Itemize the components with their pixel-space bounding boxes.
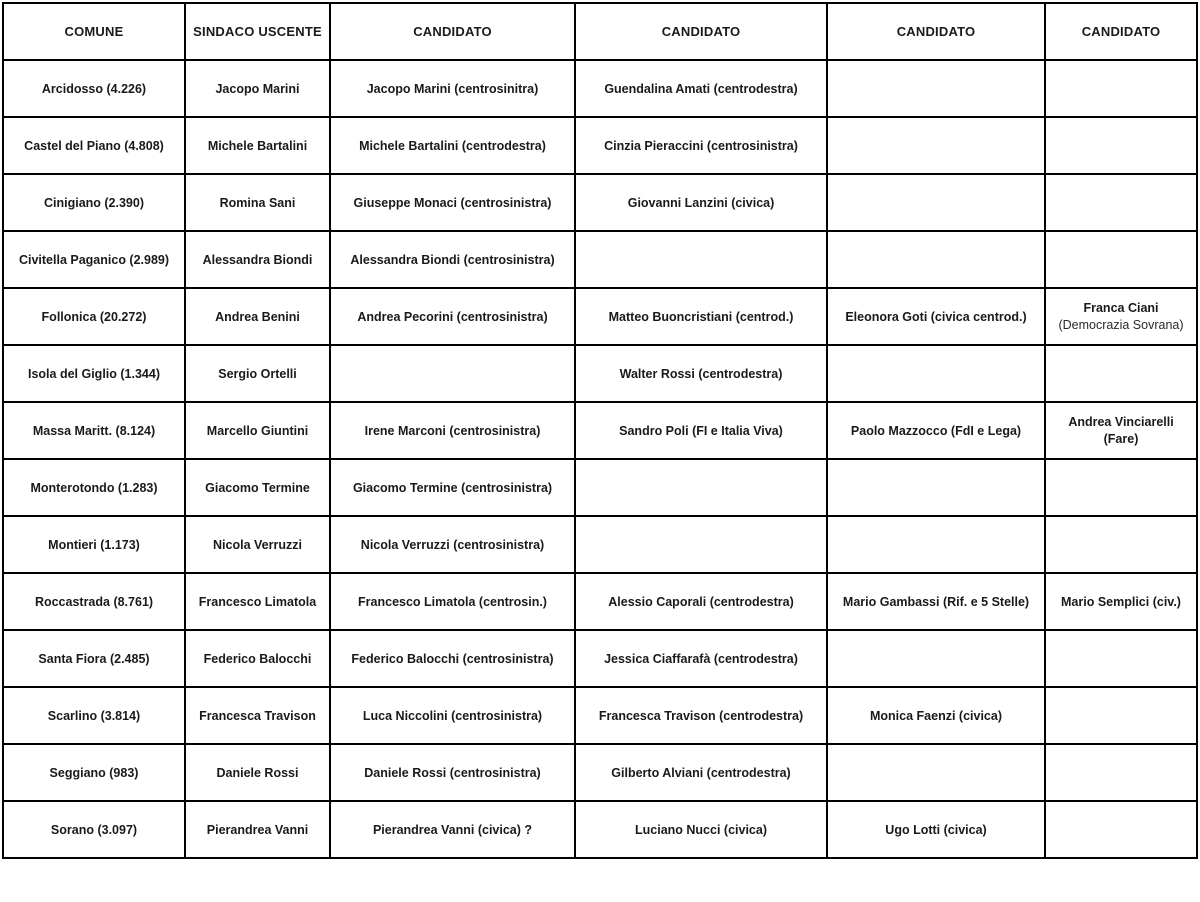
column-header-candidato-4: CANDIDATO bbox=[1045, 3, 1197, 60]
candidato-2-cell: Francesca Travison (centrodestra) bbox=[575, 687, 827, 744]
candidato-1-cell: Pierandrea Vanni (civica) ? bbox=[330, 801, 575, 858]
column-header-candidato-3: CANDIDATO bbox=[827, 3, 1045, 60]
comune-cell: Seggiano (983) bbox=[3, 744, 185, 801]
column-header-candidato-1: CANDIDATO bbox=[330, 3, 575, 60]
sindaco-uscente-cell: Andrea Benini bbox=[185, 288, 330, 345]
sindaco-uscente-cell: Jacopo Marini bbox=[185, 60, 330, 117]
candidato-4-cell bbox=[1045, 231, 1197, 288]
candidato-1-cell: Jacopo Marini (centrosinitra) bbox=[330, 60, 575, 117]
candidato-2-cell: Sandro Poli (FI e Italia Viva) bbox=[575, 402, 827, 459]
cell-line: (Democrazia Sovrana) bbox=[1058, 317, 1184, 332]
table-row bbox=[3, 573, 1197, 630]
candidato-4-cell bbox=[1045, 60, 1197, 117]
candidato-4-cell: Mario Semplici (civ.) bbox=[1045, 573, 1197, 630]
candidato-4-cell bbox=[1045, 744, 1197, 801]
table-row bbox=[3, 174, 1197, 231]
candidato-2-cell bbox=[575, 231, 827, 288]
cell-line: Andrea Vinciarelli bbox=[1068, 414, 1174, 429]
table-row bbox=[3, 117, 1197, 174]
candidato-1-cell: Luca Niccolini (centrosinistra) bbox=[330, 687, 575, 744]
candidato-2-cell: Guendalina Amati (centrodestra) bbox=[575, 60, 827, 117]
table-row bbox=[3, 288, 1197, 345]
candidato-4-cell bbox=[1045, 459, 1197, 516]
candidato-2-cell: Giovanni Lanzini (civica) bbox=[575, 174, 827, 231]
sindaco-uscente-cell: Sergio Ortelli bbox=[185, 345, 330, 402]
comune-cell: Santa Fiora (2.485) bbox=[3, 630, 185, 687]
comune-cell: Arcidosso (4.226) bbox=[3, 60, 185, 117]
sindaco-uscente-cell: Pierandrea Vanni bbox=[185, 801, 330, 858]
candidato-2-cell: Gilberto Alviani (centrodestra) bbox=[575, 744, 827, 801]
comune-cell: Castel del Piano (4.808) bbox=[3, 117, 185, 174]
sindaco-uscente-cell: Nicola Verruzzi bbox=[185, 516, 330, 573]
table-row bbox=[3, 630, 1197, 687]
candidato-3-cell bbox=[827, 60, 1045, 117]
table-row bbox=[3, 345, 1197, 402]
table-row bbox=[3, 744, 1197, 801]
candidato-2-cell: Cinzia Pieraccini (centrosinistra) bbox=[575, 117, 827, 174]
sindaco-uscente-cell: Francesca Travison bbox=[185, 687, 330, 744]
candidato-3-cell: Paolo Mazzocco (FdI e Lega) bbox=[827, 402, 1045, 459]
sindaco-uscente-cell: Francesco Limatola bbox=[185, 573, 330, 630]
candidato-4-cell bbox=[1045, 288, 1197, 345]
sindaco-uscente-cell: Marcello Giuntini bbox=[185, 402, 330, 459]
candidato-1-cell: Andrea Pecorini (centrosinistra) bbox=[330, 288, 575, 345]
comune-cell: Sorano (3.097) bbox=[3, 801, 185, 858]
table-row bbox=[3, 402, 1197, 459]
candidato-3-cell: Ugo Lotti (civica) bbox=[827, 801, 1045, 858]
candidato-1-cell: Nicola Verruzzi (centrosinistra) bbox=[330, 516, 575, 573]
candidato-1-cell bbox=[330, 345, 575, 402]
table-row bbox=[3, 231, 1197, 288]
candidato-2-cell bbox=[575, 516, 827, 573]
candidato-3-cell bbox=[827, 231, 1045, 288]
sindaco-uscente-cell: Michele Bartalini bbox=[185, 117, 330, 174]
cell-line: Franca Ciani bbox=[1083, 300, 1159, 315]
comune-cell: Monterotondo (1.283) bbox=[3, 459, 185, 516]
candidato-3-cell bbox=[827, 174, 1045, 231]
candidato-3-cell: Eleonora Goti (civica centrod.) bbox=[827, 288, 1045, 345]
comune-cell: Massa Maritt. (8.124) bbox=[3, 402, 185, 459]
candidato-4-cell bbox=[1045, 345, 1197, 402]
candidato-1-cell: Daniele Rossi (centrosinistra) bbox=[330, 744, 575, 801]
candidato-2-cell: Luciano Nucci (civica) bbox=[575, 801, 827, 858]
candidato-4-cell bbox=[1045, 630, 1197, 687]
comune-cell: Montieri (1.173) bbox=[3, 516, 185, 573]
candidato-1-cell: Alessandra Biondi (centrosinistra) bbox=[330, 231, 575, 288]
candidato-4-cell bbox=[1045, 801, 1197, 858]
table-row bbox=[3, 459, 1197, 516]
table-row bbox=[3, 801, 1197, 858]
election-candidates-table bbox=[2, 2, 1198, 859]
candidato-1-cell: Francesco Limatola (centrosin.) bbox=[330, 573, 575, 630]
candidato-2-cell: Walter Rossi (centrodestra) bbox=[575, 345, 827, 402]
header-row bbox=[3, 3, 1197, 60]
table-row bbox=[3, 60, 1197, 117]
candidato-3-cell bbox=[827, 345, 1045, 402]
candidato-4-cell bbox=[1045, 687, 1197, 744]
column-header-comune: COMUNE bbox=[3, 3, 185, 60]
candidato-4-cell bbox=[1045, 402, 1197, 459]
comune-cell: Scarlino (3.814) bbox=[3, 687, 185, 744]
candidato-2-cell: Matteo Buoncristiani (centrod.) bbox=[575, 288, 827, 345]
cell-line: (Fare) bbox=[1103, 431, 1139, 446]
comune-cell: Isola del Giglio (1.344) bbox=[3, 345, 185, 402]
sindaco-uscente-cell: Daniele Rossi bbox=[185, 744, 330, 801]
table-row bbox=[3, 516, 1197, 573]
candidato-1-cell: Irene Marconi (centrosinistra) bbox=[330, 402, 575, 459]
candidato-1-cell: Michele Bartalini (centrodestra) bbox=[330, 117, 575, 174]
candidato-4-cell bbox=[1045, 174, 1197, 231]
candidato-2-cell: Alessio Caporali (centrodestra) bbox=[575, 573, 827, 630]
comune-cell: Civitella Paganico (2.989) bbox=[3, 231, 185, 288]
candidato-2-cell bbox=[575, 459, 827, 516]
column-header-candidato-2: CANDIDATO bbox=[575, 3, 827, 60]
sindaco-uscente-cell: Alessandra Biondi bbox=[185, 231, 330, 288]
candidato-3-cell bbox=[827, 516, 1045, 573]
candidato-3-cell bbox=[827, 117, 1045, 174]
sindaco-uscente-cell: Giacomo Termine bbox=[185, 459, 330, 516]
candidato-4-cell bbox=[1045, 117, 1197, 174]
table-header bbox=[3, 3, 1197, 60]
table-body bbox=[3, 60, 1197, 858]
candidato-1-cell: Giacomo Termine (centrosinistra) bbox=[330, 459, 575, 516]
candidato-2-cell: Jessica Ciaffarafà (centrodestra) bbox=[575, 630, 827, 687]
comune-cell: Cinigiano (2.390) bbox=[3, 174, 185, 231]
sindaco-uscente-cell: Federico Balocchi bbox=[185, 630, 330, 687]
table-row bbox=[3, 687, 1197, 744]
candidato-1-cell: Federico Balocchi (centrosinistra) bbox=[330, 630, 575, 687]
sindaco-uscente-cell: Romina Sani bbox=[185, 174, 330, 231]
candidato-3-cell: Monica Faenzi (civica) bbox=[827, 687, 1045, 744]
candidato-4-cell bbox=[1045, 516, 1197, 573]
candidato-3-cell: Mario Gambassi (Rif. e 5 Stelle) bbox=[827, 573, 1045, 630]
candidato-3-cell bbox=[827, 630, 1045, 687]
candidato-3-cell bbox=[827, 459, 1045, 516]
comune-cell: Roccastrada (8.761) bbox=[3, 573, 185, 630]
candidato-3-cell bbox=[827, 744, 1045, 801]
column-header-sindaco-uscente: SINDACO USCENTE bbox=[185, 3, 330, 60]
candidato-1-cell: Giuseppe Monaci (centrosinistra) bbox=[330, 174, 575, 231]
comune-cell: Follonica (20.272) bbox=[3, 288, 185, 345]
